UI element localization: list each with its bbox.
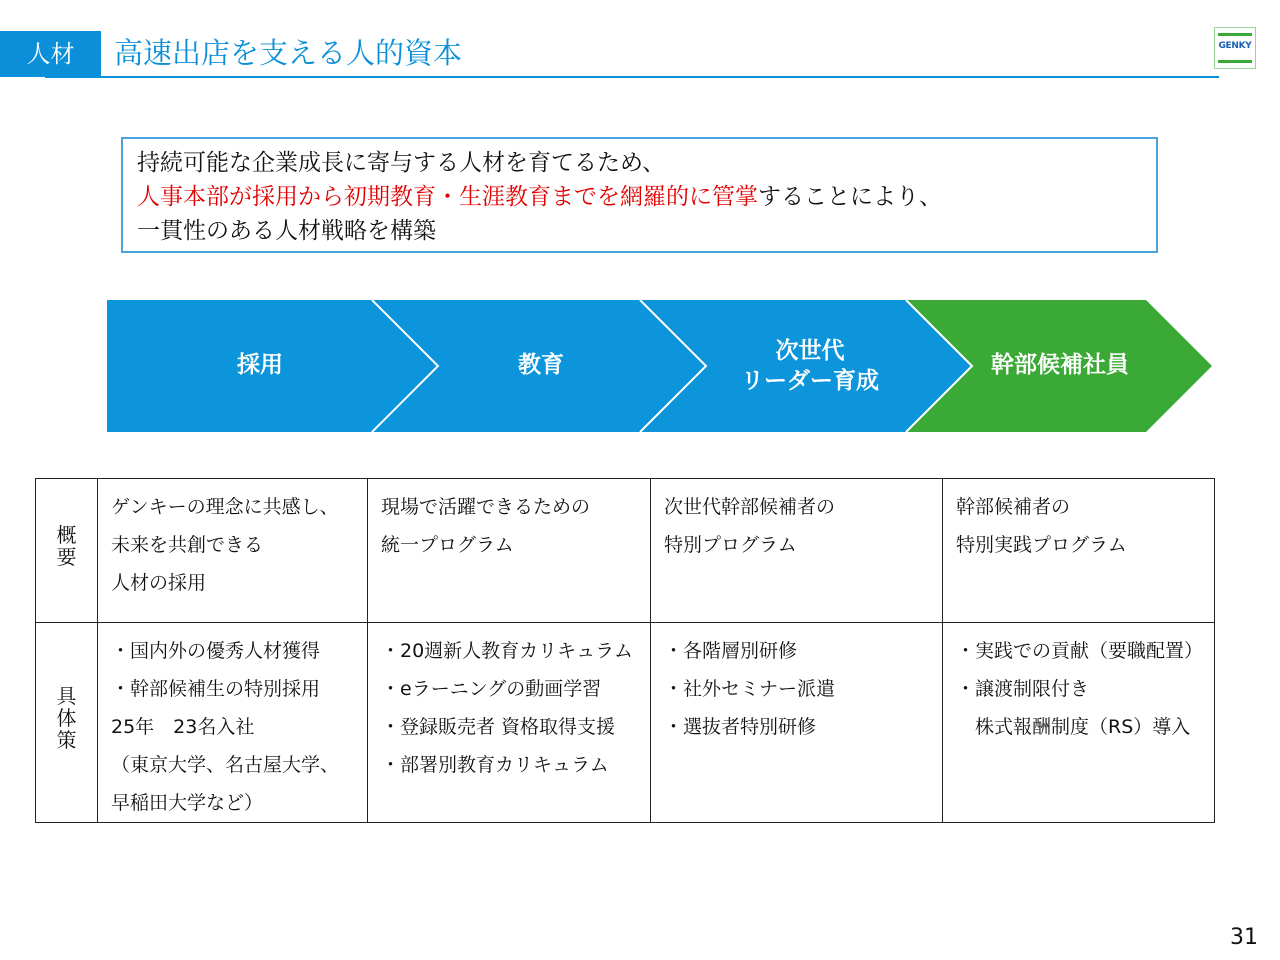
cell-line: 早稲田大学など） — [111, 792, 264, 814]
cell-line: 次世代幹部候補者の — [664, 496, 836, 518]
summary-highlight: 人事本部が採用から初期教育・生涯教育までを網羅的に管掌 — [137, 184, 758, 210]
cell-line: ・部署別教育カリキュラム — [381, 754, 609, 776]
row-head-overview-text: 概要 — [56, 523, 77, 569]
cell-line: ・eラーニングの動画学習 — [381, 678, 602, 700]
summary-line-2-rest: することにより、 — [758, 184, 942, 210]
flow-label-next-gen-line2: リーダー育成 — [741, 368, 879, 394]
cell-measures-education — [368, 623, 651, 823]
program-table — [35, 478, 1215, 823]
cell-measures-executive — [943, 623, 1215, 823]
cell-measures-recruitment — [98, 623, 368, 823]
cell-line: 25年 23名入社 — [111, 716, 255, 738]
row-head-measures — [36, 623, 98, 823]
cell-line: ・譲渡制限付き — [956, 678, 1090, 700]
cell-line: ・社外セミナー派遣 — [664, 678, 836, 700]
flow-label-executive-candidate: 幹部候補社員 — [991, 352, 1129, 378]
table-row-measures — [36, 623, 1215, 823]
summary-line-1: 持続可能な企業成長に寄与する人材を育てるため、 — [137, 150, 666, 176]
row-head-measures-text: 具体策 — [56, 684, 77, 752]
cell-line: ・各階層別研修 — [664, 640, 798, 662]
cell-line: ・選抜者特別研修 — [664, 716, 817, 738]
cell-line: 未来を共創できる — [111, 534, 264, 556]
cell-line: ・実践での貢献（要職配置） — [956, 640, 1204, 662]
cell-overview-education — [368, 479, 651, 623]
cell-line: 現場で活躍できるための — [381, 496, 591, 518]
cell-line: ・幹部候補生の特別採用 — [111, 678, 321, 700]
cell-line: 特別実践プログラム — [956, 534, 1127, 556]
cell-line: ・国内外の優秀人材獲得 — [111, 640, 321, 662]
row-head-overview — [36, 479, 98, 623]
cell-overview-recruitment — [98, 479, 368, 623]
section-tag: 人材 — [0, 31, 101, 77]
cell-line: 幹部候補者の — [956, 496, 1071, 518]
flow-label-education: 教育 — [518, 352, 564, 378]
page-number: 31 — [1230, 925, 1258, 950]
cell-line: ・20週新人教育カリキュラム — [381, 640, 633, 662]
cell-line: （東京大学、名古屋大学、 — [111, 754, 340, 776]
cell-line: ・登録販売者 資格取得支援 — [381, 716, 616, 738]
flow-label-next-gen-line1: 次世代 — [775, 338, 845, 364]
table-row-overview — [36, 479, 1215, 623]
cell-line: ゲンキーの理念に共感し、 — [111, 496, 339, 518]
cell-line: 特別プログラム — [664, 534, 797, 556]
page-title: 高速出店を支える人的資本 — [114, 36, 463, 70]
summary-line-3: 一貫性のある人材戦略を構築 — [137, 218, 436, 244]
cell-line: 人材の採用 — [111, 572, 207, 594]
cell-overview-next-gen — [651, 479, 943, 623]
cell-overview-executive — [943, 479, 1215, 623]
cell-line: 株式報酬制度（RS）導入 — [956, 716, 1191, 738]
flow-label-recruitment: 採用 — [237, 352, 283, 378]
logo-text: GENKY — [1218, 41, 1252, 51]
cell-measures-next-gen — [651, 623, 943, 823]
flow-label-next-gen-leader — [730, 336, 890, 396]
cell-line: 統一プログラム — [381, 534, 514, 556]
